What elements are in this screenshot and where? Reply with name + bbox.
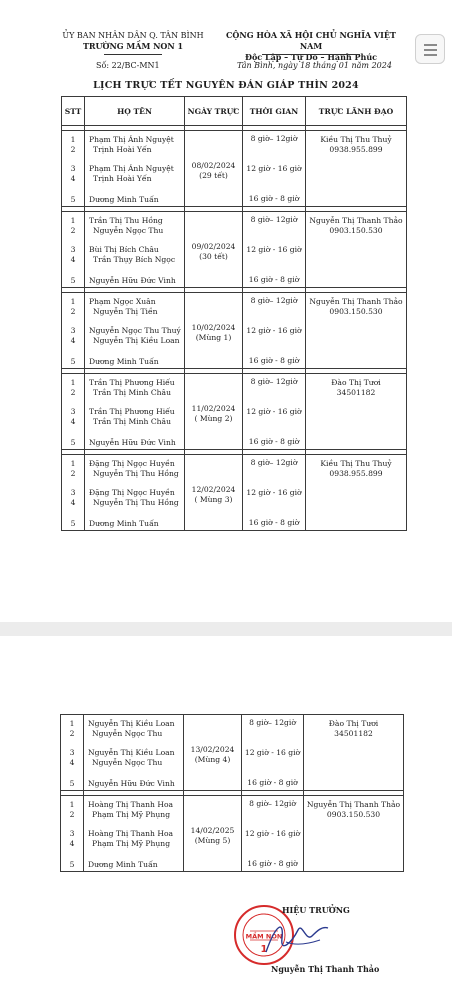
staff-name: Nguyễn Thị Kiều Loan: [88, 719, 175, 728]
leader-phone: 0938.955.899: [329, 469, 383, 478]
shift-time: 12 giờ - 16 giờ: [246, 488, 302, 497]
duty-schedule-table-continued: [60, 714, 404, 872]
staff-name: Trần Thị Thu Hồng: [89, 216, 163, 225]
table-row: [61, 715, 404, 791]
shift-time: 16 giờ - 8 giờ: [247, 778, 298, 787]
row-number: 5: [70, 195, 76, 204]
staff-name: Dương Minh Tuấn: [89, 519, 159, 528]
column-header-name: HỌ TÊN: [85, 97, 185, 126]
row-number: 5: [70, 357, 76, 366]
name-cell: [85, 455, 185, 531]
document-title: LỊCH TRỰC TẾT NGUYÊN ĐÁN GIÁP THÌN 2024: [93, 80, 359, 91]
row-number: 3: [70, 164, 76, 173]
issuing-authority: [58, 30, 208, 52]
document-page-2: [0, 636, 452, 1000]
shift-time: 16 giờ - 8 giờ: [248, 194, 300, 203]
row-number: 4: [70, 498, 76, 507]
shift-time: 12 giờ - 16 giờ: [244, 748, 301, 757]
school-name: TRƯỜNG MẦM NON 1: [82, 41, 184, 51]
table-row: [62, 212, 407, 288]
staff-name: Phạm Thị Mỹ Phụng: [92, 810, 171, 819]
row-number: 4: [70, 336, 76, 345]
duty-day-label: (Mùng 4): [194, 755, 231, 764]
row-number: 3: [70, 488, 76, 497]
row-number: 1: [70, 297, 76, 306]
row-number: 3: [69, 829, 75, 838]
staff-name: Hoàng Thị Thanh Hoa: [88, 800, 174, 809]
page-break: [0, 622, 452, 636]
date-cell: [185, 374, 243, 450]
time-cell: [243, 212, 306, 288]
row-number: 3: [69, 748, 75, 757]
table-row: [62, 455, 407, 531]
staff-name: Nguyễn Ngọc Thu: [92, 758, 163, 767]
svg-text:MẦM NON: MẦM NON: [245, 932, 283, 941]
time-cell: [243, 374, 306, 450]
shift-time: 16 giờ - 8 giờ: [247, 859, 298, 868]
leader-phone: 0903.150.530: [329, 307, 383, 316]
staff-name: Trần Thị Phương Hiếu: [89, 378, 175, 387]
stt-cell: [62, 212, 85, 288]
shift-time: 8 giờ– 12giờ: [250, 134, 298, 143]
leader-name: Đào Thị Tươi: [331, 378, 381, 387]
row-number: 2: [70, 388, 76, 397]
leader-cell: [306, 293, 407, 369]
shift-time: 8 giờ– 12giờ: [250, 458, 298, 467]
date-cell: [184, 715, 242, 791]
duty-day-label: (29 tết): [199, 171, 228, 180]
table-row: [62, 131, 407, 207]
time-cell: [243, 131, 306, 207]
row-number: 4: [69, 839, 75, 848]
staff-name: Nguyễn Ngọc Thu Thuý: [89, 326, 181, 335]
national-header: [216, 30, 406, 63]
row-number: 1: [70, 459, 76, 468]
leader-cell: [304, 715, 404, 791]
staff-name: Nguyễn Hữu Đức Vinh: [89, 276, 176, 285]
row-number: 3: [70, 245, 76, 254]
leader-name: Kiều Thị Thu Thuỷ: [320, 459, 392, 468]
duty-date: 09/02/2024: [191, 242, 236, 251]
staff-name: Nguyễn Thị Kiều Loan: [88, 748, 175, 757]
name-cell: [85, 293, 185, 369]
duty-schedule-table: [61, 96, 407, 531]
table-row: [61, 796, 404, 872]
handwritten-signature: [262, 912, 332, 962]
table-body: [62, 126, 407, 531]
staff-name: Phạm Ngọc Xuân: [89, 297, 156, 306]
date-cell: [185, 293, 243, 369]
name-cell: [85, 212, 185, 288]
staff-name: Nguyễn Thị Thu Hồng: [93, 498, 179, 507]
table-header-row: [62, 97, 407, 126]
menu-button[interactable]: [415, 34, 445, 64]
row-number: 1: [70, 216, 76, 225]
column-header-date: NGÀY TRỰC: [185, 97, 243, 126]
shift-time: 8 giờ– 12giờ: [250, 296, 298, 305]
duty-day-label: ( Mùng 3): [194, 495, 233, 504]
staff-name: Nguyễn Ngọc Thu: [93, 226, 164, 235]
shift-time: 8 giờ– 12giờ: [249, 799, 296, 808]
staff-name: Dương Minh Tuấn: [88, 860, 158, 869]
shift-time: 16 giờ - 8 giờ: [248, 275, 300, 284]
menu-icon: [424, 54, 437, 56]
row-number: 4: [70, 174, 76, 183]
name-cell: [84, 715, 184, 791]
divider: [104, 54, 162, 55]
leader-name: Nguyễn Thị Thanh Thảo: [309, 216, 403, 225]
row-number: 5: [69, 779, 75, 788]
leader-cell: [306, 374, 407, 450]
row-number: 1: [70, 135, 76, 144]
duty-date: 13/02/2024: [190, 745, 235, 754]
time-cell: [242, 796, 304, 872]
shift-time: 16 giờ - 8 giờ: [248, 356, 300, 365]
duty-date: 08/02/2024: [191, 161, 236, 170]
row-number: 3: [70, 407, 76, 416]
menu-icon: [424, 44, 437, 46]
row-number: 1: [70, 378, 76, 387]
duty-day-label: (Mùng 5): [194, 836, 231, 845]
staff-name: Trần Thị Minh Châu: [93, 388, 171, 397]
staff-name: Nguyễn Thị Tiền: [93, 307, 158, 316]
leader-phone: 34501182: [336, 388, 376, 397]
stt-cell: [62, 374, 85, 450]
time-cell: [242, 715, 304, 791]
staff-name: Trần Thụy Bích Ngọc: [93, 255, 176, 264]
staff-name: Trịnh Hoài Yến: [93, 174, 152, 183]
principal-name: Nguyễn Thị Thanh Thảo: [271, 964, 380, 974]
column-header-leader: TRỰC LÃNH ĐẠO: [306, 97, 407, 126]
stt-cell: [62, 131, 85, 207]
date-cell: [185, 131, 243, 207]
name-cell: [85, 131, 185, 207]
staff-name: Nguyễn Hữu Đức Vinh: [88, 779, 175, 788]
row-number: 1: [69, 719, 75, 728]
staff-name: Dương Minh Tuấn: [89, 195, 159, 204]
staff-name: Nguyễn Thị Thu Hồng: [93, 469, 179, 478]
column-header-stt: STT: [62, 97, 85, 126]
row-number: 5: [70, 438, 76, 447]
leader-name: Nguyễn Thị Thanh Thảo: [309, 297, 403, 306]
leader-cell: [306, 455, 407, 531]
table-body: [61, 715, 404, 872]
leader-name: Đào Thị Tươi: [328, 719, 379, 728]
row-number: 2: [69, 810, 75, 819]
staff-name: Dương Minh Tuấn: [89, 357, 159, 366]
duty-date: 14/02/2025: [190, 826, 235, 835]
duty-date: 11/02/2024: [191, 404, 236, 413]
row-number: 4: [70, 417, 76, 426]
column-header-time: THỜI GIAN: [243, 97, 306, 126]
leader-phone: 34501182: [334, 729, 373, 738]
authority-name: ỦY BAN NHÂN DÂN Q. TÂN BÌNH: [62, 31, 204, 40]
staff-name: Trịnh Hoài Yến: [93, 145, 152, 154]
row-number: 2: [70, 469, 76, 478]
menu-icon: [424, 49, 437, 51]
leader-phone: 0938.955.899: [329, 145, 383, 154]
row-number: 2: [70, 145, 76, 154]
stt-cell: [61, 715, 84, 791]
name-cell: [84, 796, 184, 872]
issue-date: Tân Bình, ngày 18 tháng 01 năm 2024: [237, 61, 392, 70]
row-number: 4: [70, 255, 76, 264]
row-number: 2: [70, 307, 76, 316]
leader-name: Kiều Thị Thu Thuỷ: [320, 135, 392, 144]
table-row: [62, 293, 407, 369]
staff-name: Trần Thị Phương Hiếu: [89, 407, 175, 416]
duty-day-label: ( Mùng 2): [194, 414, 233, 423]
reference-number: Số: 22/BC-MN1: [96, 61, 160, 70]
row-number: 3: [70, 326, 76, 335]
stt-cell: [61, 796, 84, 872]
principal-title: HIỆU TRƯỞNG: [282, 905, 350, 915]
shift-time: 12 giờ - 16 giờ: [246, 326, 302, 335]
staff-name: Phạm Thị Ánh Nguyệt: [89, 164, 174, 173]
time-cell: [243, 455, 306, 531]
duty-date: 10/02/2024: [191, 323, 236, 332]
leader-cell: [306, 212, 407, 288]
time-cell: [243, 293, 306, 369]
date-cell: [184, 796, 242, 872]
shift-time: 12 giờ - 16 giờ: [244, 829, 301, 838]
row-number: 4: [69, 758, 75, 767]
row-number: 5: [70, 276, 76, 285]
svg-text:1: 1: [260, 944, 268, 955]
row-number: 1: [69, 800, 75, 809]
staff-name: Bùi Thị Bích Châu: [89, 245, 159, 254]
duty-day-label: (30 tết): [199, 252, 228, 261]
staff-name: Trần Thị Minh Châu: [93, 417, 171, 426]
shift-time: 8 giờ– 12giờ: [249, 718, 296, 727]
staff-name: Đặng Thị Ngọc Huyền: [89, 459, 175, 468]
duty-date: 12/02/2024: [191, 485, 236, 494]
shift-time: 16 giờ - 8 giờ: [248, 518, 300, 527]
staff-name: Hoàng Thị Thanh Hoa: [88, 829, 174, 838]
row-number: 2: [70, 226, 76, 235]
national-motto: Độc Lập – Tự Do – Hạnh Phúc: [244, 52, 378, 62]
divider: [262, 54, 360, 55]
name-cell: [85, 374, 185, 450]
country-name: CỘNG HÒA XÃ HỘI CHỦ NGHĨA VIỆT NAM: [226, 30, 396, 51]
leader-phone: 0903.150.530: [329, 226, 383, 235]
table-row: [62, 374, 407, 450]
duty-day-label: (Mùng 1): [195, 333, 232, 342]
leader-cell: [304, 796, 404, 872]
staff-name: Nguyễn Ngọc Thu: [92, 729, 163, 738]
row-number: 5: [70, 519, 76, 528]
leader-cell: [306, 131, 407, 207]
date-cell: [185, 455, 243, 531]
shift-time: 12 giờ - 16 giờ: [246, 164, 302, 173]
shift-time: 12 giờ - 16 giờ: [246, 407, 302, 416]
stt-cell: [62, 455, 85, 531]
leader-name: Nguyễn Thị Thanh Thảo: [306, 800, 401, 809]
staff-name: Nguyễn Thị Kiều Loan: [93, 336, 180, 345]
date-cell: [185, 212, 243, 288]
staff-name: Nguyễn Hữu Đức Vinh: [89, 438, 176, 447]
shift-time: 8 giờ– 12giờ: [250, 215, 298, 224]
staff-name: Đặng Thị Ngọc Huyền: [89, 488, 175, 497]
staff-name: Phạm Thị Mỹ Phụng: [92, 839, 171, 848]
leader-phone: 0903.150.530: [326, 810, 381, 819]
staff-name: Phạm Thị Ánh Nguyệt: [89, 135, 174, 144]
shift-time: 12 giờ - 16 giờ: [246, 245, 302, 254]
stt-cell: [62, 293, 85, 369]
row-number: 2: [69, 729, 75, 738]
shift-time: 8 giờ– 12giờ: [250, 377, 298, 386]
shift-time: 16 giờ - 8 giờ: [248, 437, 300, 446]
row-number: 5: [69, 860, 75, 869]
